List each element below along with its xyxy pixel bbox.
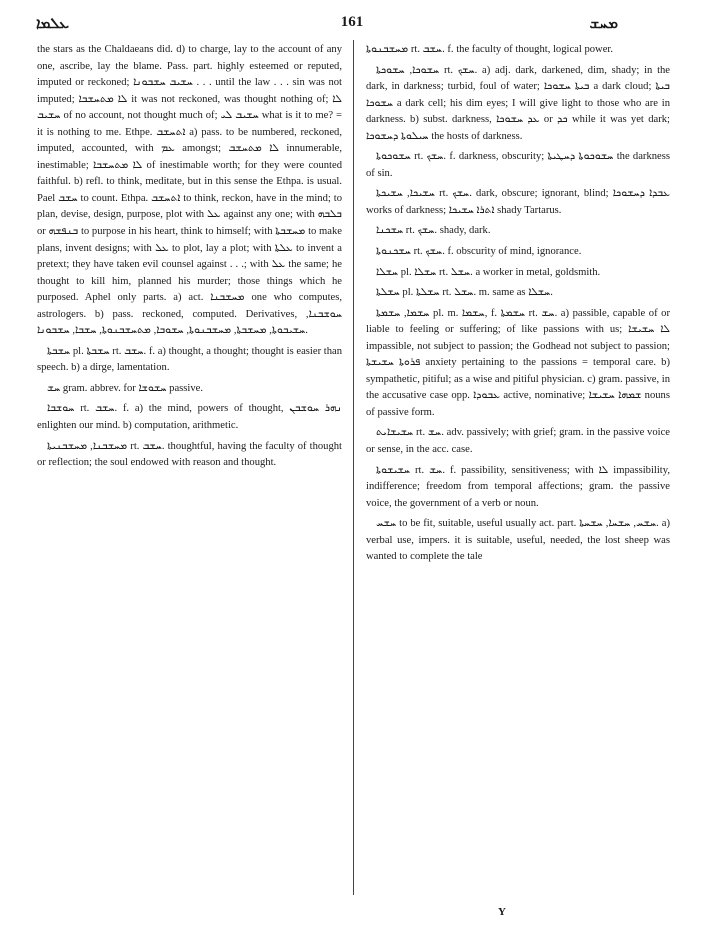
right-column xyxy=(366,42,670,902)
header-left-catchword: ܥܠܡܐ xyxy=(36,14,70,32)
left-column xyxy=(37,42,342,902)
entry-text: ܚܫܝܟܐ, ܚܫܝܟܬܐ rt. ܚܫܟ. dark, obscure; ignorant, blind; ܥܒܕܐ ܕܚܫܘܟܐ works of darkness; ܐܬܪܐ ܚܫܝܟܐ shady Tartarus. xyxy=(366,188,670,216)
entry-text: ܚܘܫܒܐ rt. ܚܫܒ. f. a) the mind, powers of thought, ܢܗܪ ܚܘܫܒܢ enlighten our mind. b) computation, arithmetic. xyxy=(37,403,342,432)
entry-text: ܚܫܘܟܐ, ܚܫܘܟܬܐ rt. ܚܫܟ. a) adj. dark, darkened, dim, shady; in the dark, in darkness; turbid, foul of water; ܒܝܬܐ ܚܫܘܟܐ a dark cloud; ܒܝܬܐ ܚܫܘܟܐ a dark cell; his dim eyes; I will give light to those who are in darkness. b) subst. darkness, ܥܕ ܚܫܘܟܐ or ܟܕ while it was yet dark; ܚܝܠܘܬܐ ܕܚܫܘܟܐ the hosts of darkness. xyxy=(366,64,670,142)
entry-text: ܚܫܒܬܐ pl. ܚܫܒܬܐ rt. ܚܫܒ. f. a) thought, a thought; thought is easier than speech. b) a dirge, lamentation. xyxy=(37,345,342,374)
entry-text: ܚܫܠܐ pl. ܚܫܠܐ rt. ܚܫܠ. a worker in metal, goldsmith. xyxy=(376,266,601,278)
entry-text: ܡܚܫܒܢܐ, ܡܚܫܒܢܝܬܐ rt. ܚܫܒ. thoughtful, having the faculty of thought or reflection; the soul endowed with reason and thought. xyxy=(37,440,342,469)
header-right-catchword: ܡܚܫ xyxy=(589,14,618,32)
signature-mark: Y xyxy=(498,906,506,918)
entry-text: ܚܫܡܐ, ܚܫܡܬܐ pl. m. ܚܫܡܐ, f. ܚܫܡܬܐ rt. ܚܫ. a) passible, capable of or liable to feeling or suffering; of like passions with us; ܠܐ ܚܫܝܫܐ impassible, not subject to passion; the Godhead not subject to passion; ܦܪܘܬܐ ܚܫܝܫܬܐ anxiety pertaining to the passions = temporal care. b) sympathetic, pitiful; as a wise and pitiful physician. c) gram. passive, in the accusative case opp. ܥܒܘܕܐ active, nominative; ܫܡܗܐ ܚܫܝܫܐ nouns of passive form. xyxy=(366,307,670,418)
entry-text: the stars as the Chaldaeans did. d) to charge, lay to the account of any one, ascribe, lay the blame. Pass. part. highly esteemed or reputed, imputed or reckoned; ܚܫܝܒ ܚܫܒܘܢܐ . . . until the law . . . sin was not imputed; ܠܐ ܡܬܚܫܒܐ it was not reckoned, was thought nothing of; ܠܐ ܚܫܝܒ of no account, not thought much of; ܚܫܝܒ ܠܝ what is it to me? = it is nothing to me. Ethpe. ܐܬܚܫܒ a) pass. to be numbered, reckoned, imputed, accounted, with ܥܡ amongst; ܠܐ ܡܬܚܫܒ innumerable, inestimable; ܠܐ ܡܬܚܫܒܐ of inestimable worth; for they were counted faithful. b) refl. to think, meditate, but in this sense the Ethpa. is usual. Pael ܚܫܒ to count. Ethpa. ܐܬܚܫܒ to think, reckon, have in the mind; to plan, devise, design, purpose, plot with ܥܠ against any one; with ܒܠܒܗ or ܒܢܦܫܗ to purpose in his heart, think to himself; with ܡܚܫܒܬܐ to make plans, invent designs; with ܥܠ to plot, lay a plot; with ܥܠܬܐ to invent a pretext; they have taken evil counsel against . . .; with ܥܠ the same; he thought to kill him, planned his murder; those things which he purposed. Aphel only parts. a) act. ܡܚܫܒܢܐ one who computes, astrologers. b) pass. reckoned, computed. Derivatives, ܚܘܫܒܢܐ, ܚܫܝܒܘܬܐ, ܡܚܫܒܬܐ, ܡܚܫܒܢܘܬܐ, ܚܫܘܒܐ, ܡܬܚܫܒܢܘܬܐ, ܚܫܒܐ, ܚܫܒܘܢܐ. xyxy=(37,44,342,337)
entry-text: ܚܫܘܟܘܬܐ rt. ܚܫܟ. f. darkness, obscurity; ܚܫܘܟܘܬܐ ܕܚܛܝܬܐ the darkness of sin. xyxy=(366,151,670,179)
entry-text: ܚܫܝܫܘܬܐ rt. ܚܫ. f. passibility, sensitiveness; with ܠܐ impassibility, indifference; freedom from temporal affections; gram. the passive voice, the government of a verb or noun. xyxy=(366,464,670,509)
page-number: 161 xyxy=(340,14,364,30)
entry-text: ܚܫܟܢܘܬܐ rt. ܚܫܟ. f. obscurity of mind, ignorance. xyxy=(376,246,582,258)
entry-text: ܚܫܟܢܐ rt. ܚܫܟ. shady, dark. xyxy=(376,225,491,237)
entry-text: ܚܫ gram. abbrev. for ܚܫܘܫܐ passive. xyxy=(47,382,204,394)
column-divider xyxy=(353,40,354,895)
running-header xyxy=(36,14,668,36)
entry-text: ܡܚܫܒܢܘܬܐ rt. ܚܫܒ. f. the faculty of thought, logical power. xyxy=(366,44,614,55)
entry-text: ܚܫܝܫܐܝܬ rt. ܚܫ. adv. passively; with grief; gram. in the passive voice or sense, in the acc. case. xyxy=(366,427,670,456)
entry-text: ܚܫܠܬܐ pl. ܚܫܠܬܐ rt. ܚܫܠ. m. same as ܚܫܠܐ. xyxy=(376,287,553,299)
entry-text: ܚܫܚ to be fit, suitable, useful usually act. part. ܚܫܚ, ܚܫܚܐ, ܚܫܚܬܐ. a) verbal use, impers. it is suitable, useful, needed, the lost sheep was wanted to complete the tale xyxy=(366,518,670,563)
